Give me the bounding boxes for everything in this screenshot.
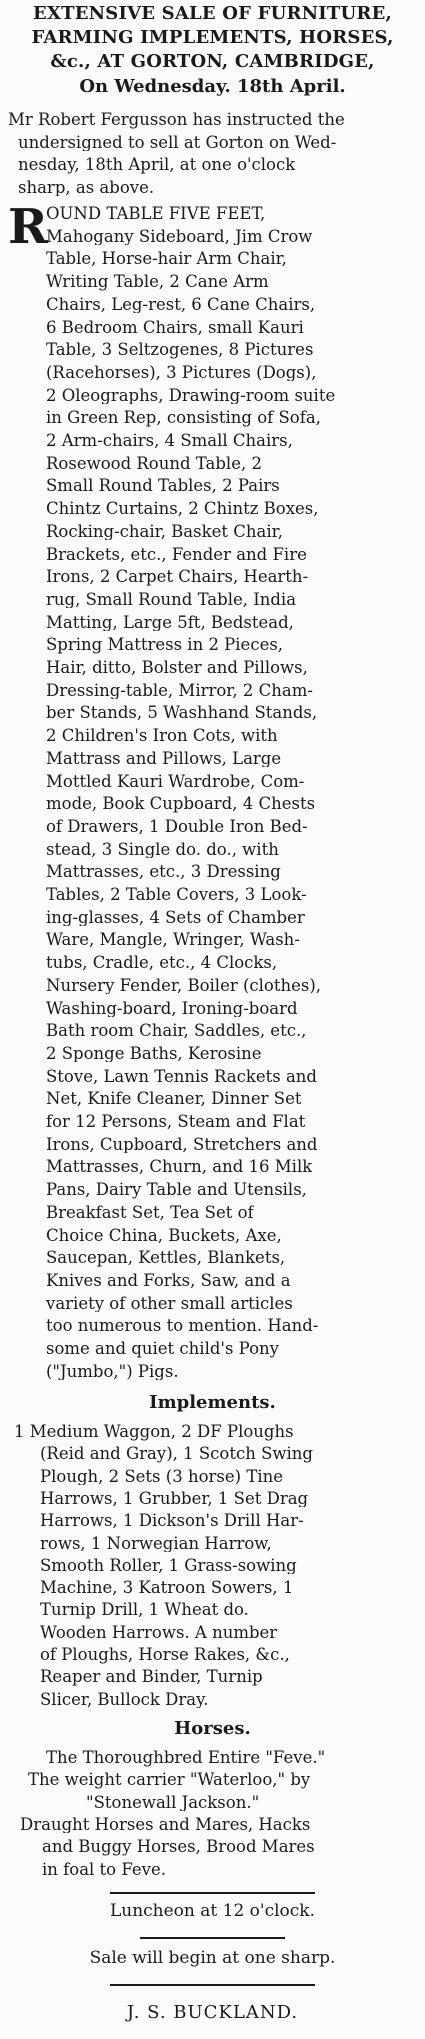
furniture-line: Chairs, Leg-rest, 6 Cane Chairs, [46, 296, 316, 314]
header-line: EXTENSIVE SALE OF FURNITURE, [33, 5, 392, 23]
furniture-line: in Green Rep, consisting of Sofa, [46, 410, 321, 427]
furniture-line: (Racehorses), 3 Pictures (Dogs), [46, 364, 317, 382]
auctioneer-signature: J. S. BUCKLAND. [126, 2004, 299, 2022]
drop-cap: R [8, 199, 48, 255]
furniture-line: Rocking-chair, Basket Chair, [46, 523, 283, 541]
furniture-line: ("Jumbo,") Pigs. [46, 1363, 179, 1381]
furniture-line: Bath room Chair, Saddles, etc., [46, 1023, 307, 1040]
implements-line: Plough, 2 Sets (3 horse) Tine [40, 1468, 283, 1486]
furniture-line: Mattrass and Pillows, Large [46, 750, 282, 768]
furniture-line: 2 Arm-chairs, 4 Small Chairs, [46, 433, 293, 450]
furniture-line: 2 Oleographs, Drawing-room suite [46, 387, 336, 405]
divider-rule [110, 1892, 315, 1894]
intro-line: undersigned to sell at Gorton on Wed- [18, 134, 337, 151]
furniture-line: Knives and Forks, Saw, and a [46, 1272, 291, 1290]
furniture-line: Breakfast Set, Tea Set of [46, 1204, 254, 1222]
luncheon-notice: Luncheon at 12 o'clock. [109, 1903, 316, 1920]
furniture-line: tubs, Cradle, etc., 4 Clocks, [46, 955, 278, 972]
horses-line: The Thoroughbred Entire "Feve." [46, 1750, 326, 1767]
header-line: FARMING IMPLEMENTS, HORSES, [31, 29, 394, 47]
furniture-line: Washing-board, Ironing-board [46, 1000, 298, 1017]
furniture-line: Matting, Large 5ft, Bedstead, [46, 614, 294, 632]
furniture-line: Rosewood Round Table, 2 [46, 455, 262, 473]
implements-line: Wooden Harrows. A number [40, 1624, 278, 1642]
furniture-line: Mattrasses, Churn, and 16 Milk [46, 1159, 313, 1176]
furniture-line: Brackets, etc., Fender and Fire [46, 546, 307, 563]
furniture-line: Saucepan, Kettles, Blankets, [46, 1250, 286, 1267]
furniture-line: for 12 Persons, Steam and Flat [46, 1114, 306, 1131]
furniture-line: some and quiet child's Pony [46, 1341, 279, 1358]
furniture-line: 6 Bedroom Chairs, small Kauri [46, 319, 304, 336]
divider-rule [110, 1984, 315, 1986]
implements-line: of Ploughs, Horse Rakes, &c., [40, 1647, 290, 1664]
furniture-line: Mottled Kauri Wardrobe, Com- [46, 773, 305, 790]
furniture-line: Dressing-table, Mirror, 2 Cham- [46, 682, 313, 700]
furniture-line: 2 Sponge Baths, Kerosine [46, 1045, 262, 1063]
intro-line: Mr Robert Fergusson has instructed the [8, 112, 345, 129]
furniture-line: Ware, Mangle, Wringer, Wash- [46, 932, 300, 949]
header-line: &c., AT GORTON, CAMBRIDGE, [50, 53, 375, 71]
furniture-line: ber Stands, 5 Washhand Stands, [46, 705, 318, 722]
implements-line: Slicer, Bullock Dray. [40, 1691, 209, 1709]
implements-line: Machine, 3 Katroon Sowers, 1 [40, 1580, 294, 1597]
implements-line: Harrows, 1 Dickson's Drill Har- [40, 1513, 304, 1530]
furniture-line: Mahogany Sideboard, Jim Crow [46, 228, 313, 246]
furniture-line: OUND TABLE FIVE FEET, [46, 206, 266, 223]
divider-rule [140, 1937, 285, 1939]
horses-line: and Buggy Horses, Brood Mares [42, 1839, 315, 1856]
implements-line: rows, 1 Norwegian Harrow, [40, 1535, 272, 1552]
furniture-line: Writing Table, 2 Cane Arm [46, 274, 269, 291]
horses-line: The weight carrier "Waterloo," by [28, 1772, 311, 1789]
furniture-line: Small Round Tables, 2 Pairs [46, 478, 280, 495]
implements-line: 1 Medium Waggon, 2 DF Ploughs [14, 1424, 294, 1441]
furniture-line: 2 Children's Iron Cots, with [46, 728, 278, 745]
horses-line: "Stonewall Jackson." [86, 1794, 260, 1812]
furniture-line: Mattrasses, etc., 3 Dressing [46, 864, 281, 881]
furniture-line: mode, Book Cupboard, 4 Chests [46, 796, 316, 813]
furniture-line: Spring Mattress in 2 Pieces, [46, 637, 284, 654]
furniture-line: Net, Knife Cleaner, Dinner Set [46, 1091, 302, 1108]
furniture-line: Table, 3 Seltzogenes, 8 Pictures [46, 342, 314, 359]
furniture-line: variety of other small articles [46, 1295, 293, 1313]
horses-line: Draught Horses and Mares, Hacks [20, 1816, 311, 1834]
intro-line: sharp, as above. [18, 179, 155, 196]
implements-line: Turnip Drill, 1 Wheat do. [40, 1602, 249, 1619]
implements-line: (Reid and Gray), 1 Scotch Swing [40, 1446, 313, 1463]
sale-date: On Wednesday. 18th April. [79, 78, 346, 96]
implements-heading: Implements. [149, 1394, 276, 1412]
furniture-line: Hair, ditto, Bolster and Pillows, [46, 660, 308, 677]
implements-line: Harrows, 1 Grubber, 1 Set Drag [40, 1490, 309, 1508]
furniture-line: Stove, Lawn Tennis Rackets and [46, 1068, 317, 1086]
furniture-line: Tables, 2 Table Covers, 3 Look- [46, 887, 307, 904]
furniture-line: Chintz Curtains, 2 Chintz Boxes, [46, 501, 319, 518]
furniture-line: Pans, Dairy Table and Utensils, [46, 1182, 307, 1199]
furniture-line: ing-glasses, 4 Sets of Chamber [46, 909, 305, 927]
furniture-line: rug, Small Round Table, India [46, 591, 297, 609]
sale-start-notice: Sale will begin at one sharp. [89, 1950, 336, 1967]
furniture-line: too numerous to mention. Hand- [46, 1318, 319, 1335]
intro-line: nesday, 18th April, at one o'clock [18, 157, 296, 174]
furniture-line: Choice China, Buckets, Axe, [46, 1227, 282, 1244]
furniture-line: Nursery Fender, Boiler (clothes), [46, 977, 322, 995]
furniture-line: Irons, 2 Carpet Chairs, Hearth- [46, 569, 309, 586]
horses-heading: Horses. [174, 1720, 251, 1738]
furniture-line: stead, 3 Single do. do., with [46, 841, 279, 859]
furniture-line: Irons, Cupboard, Stretchers and [46, 1136, 318, 1154]
implements-line: Reaper and Binder, Turnip [40, 1669, 263, 1686]
horses-line: in foal to Feve. [42, 1861, 166, 1878]
implements-line: Smooth Roller, 1 Grass-sowing [40, 1557, 297, 1575]
furniture-line: Table, Horse-hair Arm Chair, [46, 251, 287, 268]
furniture-line: of Drawers, 1 Double Iron Bed- [46, 818, 308, 836]
